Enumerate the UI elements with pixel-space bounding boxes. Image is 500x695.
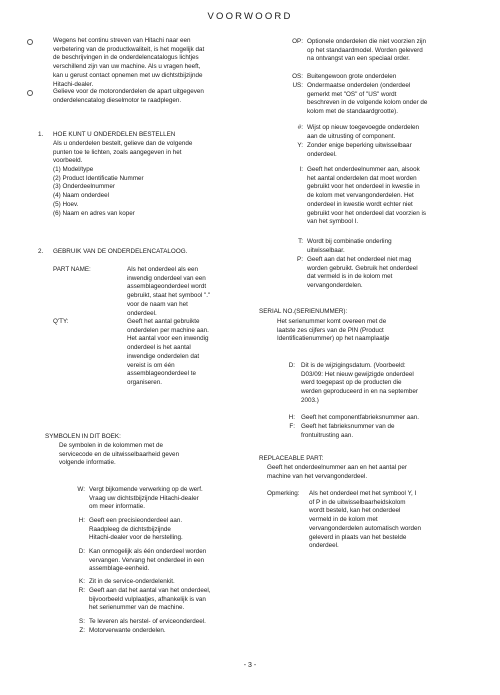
part-name-label: PART NAME: [53, 266, 91, 273]
part-name-desc-line: inwendig onderdeel van een [127, 274, 206, 282]
intro-paragraph-line: Gelieve voor de motoronderdelen de apart uitgegeven [53, 88, 204, 95]
symbol-code: P: [297, 256, 303, 263]
symbol-desc-line: Geeft aan dat het aantal van het onderdeel, [89, 587, 211, 594]
symbol-desc-line: Geeft het componentfabrieksnummer aan. [301, 414, 419, 421]
symbol-code: H: [78, 517, 85, 524]
symbol-desc-line: Dit is de wijzigingsdatum. (Voorbeeld: [301, 362, 406, 369]
symbol-desc-line: Zonder enige beperking uitwisselbaar [307, 142, 412, 149]
symbol-desc-line: beschreven in de volgende kolom onder de [307, 99, 428, 107]
serial-text-line: Het serienummer komt overeen met de [277, 318, 387, 325]
order-item: (2) Product Identificatie Nummer [53, 174, 144, 182]
symbol-desc-line: assemblage-eenheid. [89, 565, 150, 573]
symbols-heading: SYMBOLEN IN DIT BOEK: [45, 433, 121, 440]
symbol-code: Z: [79, 627, 85, 634]
symbol-desc-line: Wijst op nieuw toegevoegde onderdelen [307, 124, 420, 131]
page-number: - 3 - [243, 662, 257, 669]
symbol-desc-line: Geeft aan dat het onderdeel niet mag [307, 256, 412, 263]
section-heading: GEBRUIK VAN DE ONDERDELENCATALOOG. [53, 248, 188, 255]
symbol-desc-line: kolom met de standaardgrootte). [307, 108, 399, 116]
symbol-desc-line: werden geproduceerd in en na september [301, 388, 418, 396]
symbol-code: F: [289, 423, 295, 430]
order-item: (5) Hoev. [53, 200, 79, 208]
symbol-desc-line: worden gebruikt. Gebruik het onderdeel [307, 264, 418, 272]
symbol-desc-line: na ontvangst van een speciaal order. [307, 55, 410, 63]
intro-paragraph-line: verbetering van de productkwaliteit, is het mogelijk dat [53, 45, 205, 53]
symbol-desc-line: dat vermeld is in de kolom met [307, 273, 393, 281]
symbol-desc-line: Vraag uw dichtstbijzijnde Hitachi-dealer [89, 494, 199, 502]
symbol-code: S: [79, 618, 85, 625]
symbol-desc-line: onderdeel. [307, 150, 337, 158]
section-number: 2. [38, 248, 44, 255]
qty-label: Q'TY: [53, 318, 69, 325]
qty-desc-line: vereist is om één [127, 361, 175, 369]
section-heading: HOE KUNT U ONDERDELEN BESTELLEN [53, 131, 176, 138]
symbol-code: Y: [297, 142, 303, 149]
symbol-code: I: [299, 166, 303, 173]
symbol-desc-line: gebruikt voor het onderdeel dat voorzien is [307, 209, 427, 217]
part-name-desc-line: voor de naam van het [127, 300, 188, 308]
remark-text-line: vervangonderdelen automatisch worden [309, 524, 422, 532]
symbol-code: US: [292, 82, 303, 89]
serial-text-line: laatste zes cijfers van de PIN (Product [277, 326, 384, 334]
order-item: (3) Onderdeelnummer [53, 183, 115, 191]
bullet-icon [27, 39, 33, 45]
symbol-code: D: [78, 548, 85, 555]
qty-desc-line: Het aantal voor een inwendig [127, 335, 209, 343]
qty-desc-line: onderdelen per machine aan. [127, 326, 209, 334]
symbol-code: OP: [292, 38, 303, 45]
replaceable-text-line: Geeft het onderdeelnummer aan en het aantal per [267, 464, 408, 471]
remark-text-line: Als het onderdeel met het symbool Y, I [309, 490, 417, 497]
bullet-icon [27, 90, 33, 96]
symbol-desc-line: om meer informatie. [89, 503, 145, 511]
intro-paragraph-line: de beschrijvingen in de onderdelencatalogus lichtjes [53, 54, 199, 62]
symbol-desc-line: Zit in de service-onderdelenkit. [89, 578, 175, 585]
symbol-desc-line: het serienummer van de machine. [89, 604, 185, 612]
section-text-line: Als u onderdelen bestelt, gelieve dan de volgende [53, 140, 193, 147]
section-text-line: punten toe te lichten, zoals aangegeven in het [53, 148, 182, 156]
symbol-desc-line: Buitengewoon grote onderdelen [307, 73, 397, 80]
symbol-code: D: [288, 362, 295, 369]
qty-desc-line: onderdeel is het aantal [127, 344, 191, 352]
symbol-code: R: [78, 587, 85, 594]
symbol-desc-line: 2003.) [301, 396, 319, 404]
symbol-code: H: [288, 414, 295, 421]
symbol-desc-line: gemerkt met "OS" of "US" wordt [307, 90, 397, 98]
intro-paragraph-line: kan u gerust contact opnemen met uw dichtstbijzijnde [53, 71, 203, 79]
serial-heading: SERIAL NO.(SERIENUMMER): [259, 308, 348, 315]
remark-text-line: vermeld in de kolom met [309, 516, 378, 524]
symbol-desc-line: uitwisselbaar. [307, 246, 345, 254]
symbol-desc-line: vervangen. Vervang het onderdeel in een [89, 556, 205, 564]
qty-desc-line: Geeft het aantal gebruikte [127, 318, 200, 325]
symbol-desc-line: onderdeel in kwestie wordt echter niet [307, 200, 413, 208]
symbol-desc-line: frontuitrusting aan. [301, 431, 354, 439]
order-item: (1) Model/type [53, 166, 94, 173]
symbol-desc-line: bijvoorbeeld vulplaatjes, afhankelijk is van [89, 595, 206, 603]
page-title: VOORWOORD [207, 11, 293, 22]
symbol-desc-line: vervangonderdelen. [307, 282, 363, 290]
symbol-desc-line: het aantal onderdelen dat moet worden [307, 174, 417, 182]
section-text-line: voorbeeld. [53, 157, 83, 165]
remark-text-line: geleverd in plaats van het bestelde [309, 533, 407, 541]
intro-paragraph-line: verschillend zijn van uw machine. Als u vragen heeft, [53, 63, 201, 71]
section-number: 1. [38, 131, 44, 138]
symbol-desc-line: Wordt bij combinatie onderling [307, 238, 392, 245]
remark-text-line: onderdeel. [309, 542, 339, 550]
symbols-intro-line: De symbolen in de kolommen met de [59, 442, 163, 449]
symbol-desc-line: Vergt bijkomende verwerking op de werf. [89, 486, 203, 493]
part-name-desc-line: assemblageonderdeel wordt [127, 283, 207, 291]
symbol-desc-line: de kolom met vervangonderdelen. Het [307, 192, 414, 200]
qty-desc-line: organiseren. [127, 378, 163, 386]
symbol-desc-line: D03/09: Het nieuw gewijzigde onderdeel [301, 370, 414, 378]
symbol-code: #: [297, 124, 303, 131]
symbol-code: W: [77, 486, 85, 493]
symbol-desc-line: Optionele onderdelen die niet voorzien zijn [307, 38, 427, 45]
symbol-desc-line: Geeft het fabrieksnummer van de [301, 423, 395, 430]
qty-desc-line: inwendige onderdelen dat [127, 352, 200, 360]
symbol-desc-line: Hitachi-dealer voor de herstelling. [89, 534, 183, 542]
symbol-desc-line: Motorverwante onderdelen. [89, 627, 166, 634]
remark-label: Opmerking: [267, 490, 300, 497]
intro-paragraph-line: onderdelencatalog dieselmotor te raadplegen. [53, 96, 182, 104]
part-name-desc-line: Als het onderdeel als een [127, 266, 199, 273]
symbol-desc-line: werd toegepast op de producten die [301, 379, 402, 387]
symbol-desc-line: op het standaardmodel. Worden geleverd [307, 46, 423, 54]
intro-paragraph-line: Hitachi-dealer. [53, 80, 94, 88]
symbol-desc-line: van het symbool I. [307, 218, 359, 226]
symbol-desc-line: Geeft een precisieonderdeel aan. [89, 517, 183, 524]
symbol-desc-line: aan de uitrusting of component. [307, 132, 396, 140]
remark-text-line: of P in de uitwisselbaarheidskolom [309, 498, 406, 506]
symbol-desc-line: Te leveren als herstel- of erviceonderdeel. [89, 618, 206, 625]
replaceable-heading: REPLACEABLE PART: [259, 455, 324, 462]
symbol-desc-line: Ondermaatse onderdelen (onderdeel [307, 82, 411, 89]
remark-text-line: wordt besteld, kan het onderdeel [309, 507, 401, 515]
symbols-intro-line: servicecode en de uitwisselbaarheid geven [59, 450, 180, 458]
symbol-code: T: [298, 238, 303, 245]
symbol-code: K: [79, 578, 85, 585]
symbol-desc-line: Kan onmogelijk als één onderdeel worden [89, 548, 207, 555]
order-item: (4) Naam onderdeel [53, 192, 110, 200]
symbol-code: OS: [292, 73, 303, 80]
symbol-desc-line: Raadpleeg de dichtstbijzijnde [89, 525, 171, 533]
symbols-intro-line: volgende informatie. [59, 459, 116, 467]
qty-desc-line: assemblageonderdeel te [127, 370, 196, 378]
order-item: (6) Naam en adres van koper [53, 209, 135, 217]
serial-text-line: Identificatienummer) op het naamplaatje [277, 335, 390, 343]
symbol-desc-line: gebruikt voor het onderdeel in kwestie in [307, 183, 420, 191]
part-name-desc-line: gebruikt, staat het symbool "." [127, 292, 211, 300]
intro-paragraph-line: Wegens het continu streven van Hitachi naar een [53, 37, 191, 44]
part-name-desc-line: onderdeel. [127, 309, 157, 317]
replaceable-text-line: machine van het vervangonderdeel. [267, 472, 368, 480]
symbol-desc-line: Geeft het onderdeelnummer aan, alsook [307, 166, 420, 173]
